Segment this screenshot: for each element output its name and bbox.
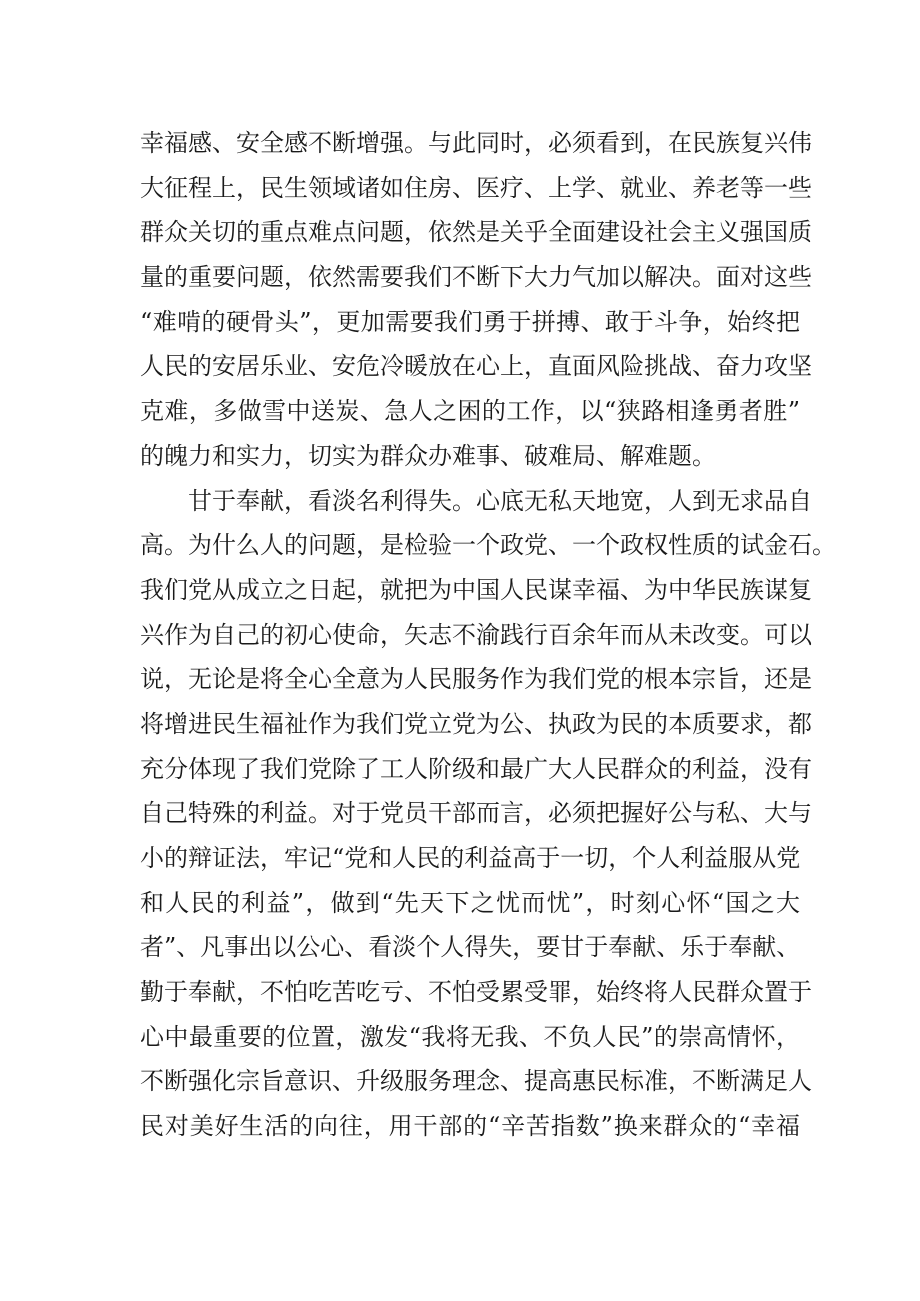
- text-line: 说，无论是将全心全意为人民服务作为我们党的根本宗旨，还是: [140, 665, 812, 694]
- text-line: 充分体现了我们党除了工人阶级和最广大人民群众的利益，没有: [140, 754, 812, 783]
- text-line: 大征程上，民生领域诸如住房、医疗、上学、就业、养老等一些: [140, 173, 812, 202]
- text-line: 民对美好生活的向往，用干部的“辛苦指数”换来群众的“幸福: [140, 1112, 800, 1141]
- text-line: 和人民的利益”，做到“先天下之忧而忧”，时刻心怀“国之大: [140, 888, 800, 917]
- text-line: “难啃的硬骨头”，更加需要我们勇于拼搏、敢于斗争，始终把: [140, 307, 800, 336]
- paragraph-1: [140, 121, 812, 479]
- text-line: 者”、凡事出以公心、看淡个人得失，要甘于奉献、乐于奉献、: [140, 933, 801, 962]
- text-line: 克难，多做雪中送炭、急人之困的工作，以“狭路相逢勇者胜”: [140, 397, 800, 426]
- paragraph-2: [140, 479, 836, 1149]
- document-body: [140, 121, 836, 1149]
- text-line: 群众关切的重点难点问题，依然是关乎全面建设社会主义强国质: [140, 218, 812, 247]
- text-line: 幸福感、安全感不断增强。与此同时，必须看到，在民族复兴伟: [140, 129, 812, 157]
- text-line: 我们党从成立之日起，就把为中国人民谋幸福、为中华民族谋复: [140, 575, 812, 604]
- text-line: 量的重要问题，依然需要我们不断下大力气加以解决。面对这些: [140, 263, 812, 292]
- text-line: 勤于奉献，不怕吃苦吃亏、不怕受累受罪，始终将人民群众置于: [140, 978, 812, 1007]
- text-line: 兴作为自己的初心使命，矢志不渝践行百余年而从未改变。可以: [140, 620, 812, 649]
- text-line: 人民的安居乐业、安危冷暖放在心上，直面风险挑战、奋力攻坚: [140, 352, 812, 381]
- text-line: 不断强化宗旨意识、升级服务理念、提高惠民标准，不断满足人: [140, 1067, 812, 1096]
- text-line: 心中最重要的位置，激发“我将无我、不负人民”的崇高情怀，: [140, 1022, 800, 1051]
- text-line: 自己特殊的利益。对于党员干部而言，必须把握好公与私、大与: [140, 799, 812, 828]
- text-line: 高。为什么人的问题，是检验一个政党、一个政权性质的试金石。: [140, 531, 836, 560]
- text-line: 将增进民生福祉作为我们党立党为公、执政为民的本质要求，都: [140, 709, 812, 738]
- text-line: 甘于奉献，看淡名利得失。心底无私天地宽，人到无求品自: [188, 486, 812, 515]
- text-line: 小的辩证法，牢记“党和人民的利益高于一切，个人利益服从党: [140, 844, 801, 872]
- text-line: 的魄力和实力，切实为群众办难事、破难局、解难题。: [140, 441, 716, 470]
